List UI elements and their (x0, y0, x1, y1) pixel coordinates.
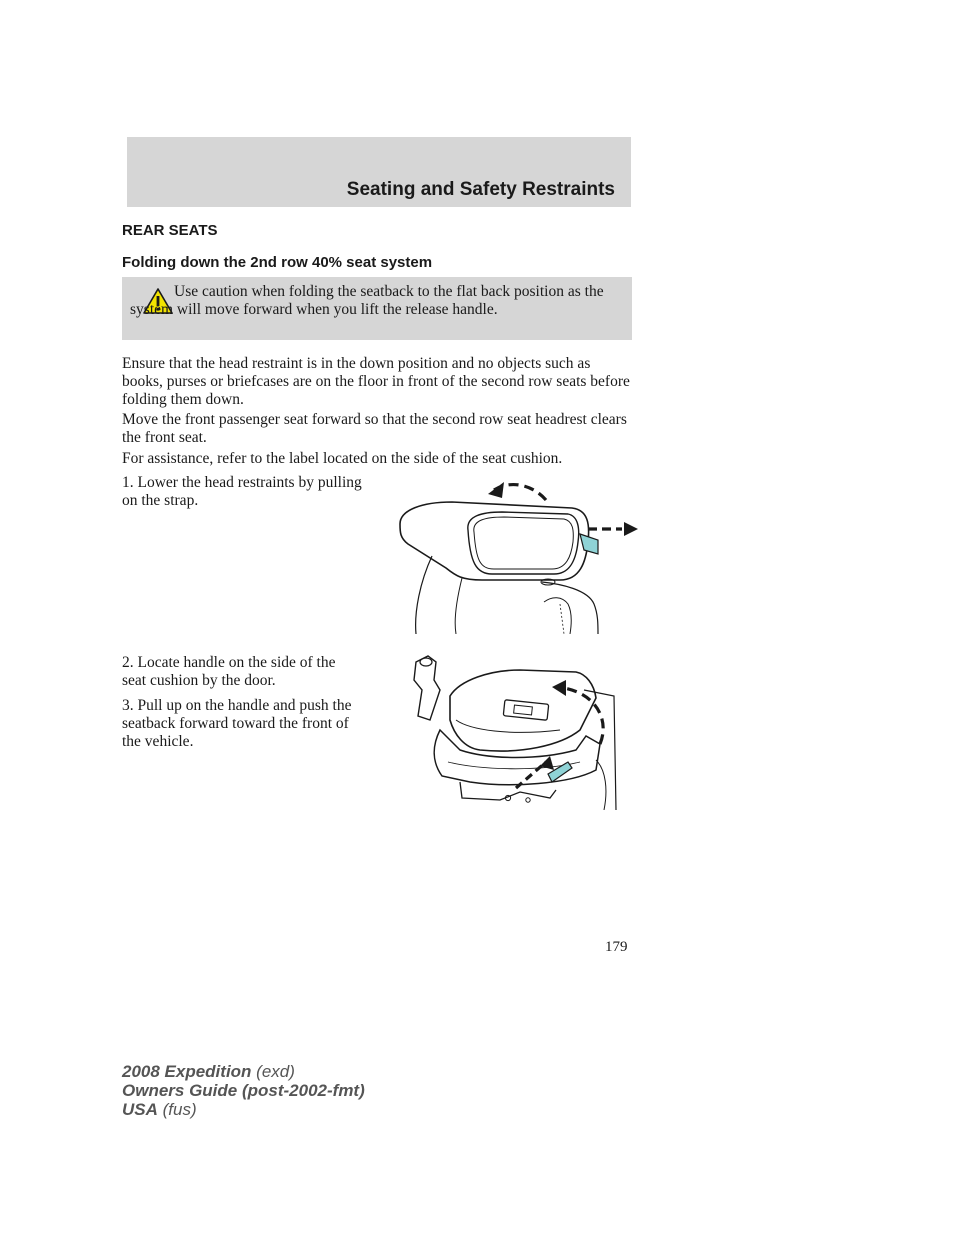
section-title: REAR SEATS (122, 222, 218, 239)
subsection-title: Folding down the 2nd row 40% seat system (122, 254, 433, 271)
seat-handle-illustration (400, 650, 620, 810)
footer-line-2 (122, 1081, 365, 1100)
paragraph-assistance: For assistance, refer to the label located on the side of the seat cushion. (122, 450, 563, 467)
step-1: 1. Lower the head restraints by pulling on the strap. (122, 474, 362, 509)
footer-vehicle-code: (exd) (256, 1062, 295, 1081)
step-2: 2. Locate handle on the side of the seat cushion by the door. (122, 654, 336, 689)
footer-line-3 (122, 1100, 365, 1119)
paragraph-head-restraint: Ensure that the head restraint is in the down position and no objects such as books, purses or briefcases are on the floor in front of the second row seats before folding them down. (122, 355, 630, 408)
page-header-title: Seating and Safety Restraints (346, 179, 615, 200)
caution-text: Use caution when folding the seatback to the flat back position as the system will move forward when you lift the release handle. (130, 283, 604, 318)
footer-line-1 (122, 1062, 365, 1081)
footer-market: USA (122, 1100, 158, 1119)
step-3: 3. Pull up on the handle and push the seatback forward toward the front of the vehicle. (122, 697, 352, 750)
head-restraint-illustration (392, 472, 642, 634)
footer-market-code: (fus) (162, 1100, 197, 1119)
paragraph-front-seat: Move the front passenger seat forward so that the second row seat headrest clears the front seat. (122, 411, 627, 446)
footer-guide: Owners Guide (post-2002-fmt) (122, 1081, 365, 1100)
page-number: 179 (605, 939, 628, 955)
footer-document-info (122, 1062, 365, 1119)
caution-box (122, 277, 632, 340)
footer-vehicle: 2008 Expedition (122, 1062, 252, 1081)
header-band (127, 137, 631, 207)
